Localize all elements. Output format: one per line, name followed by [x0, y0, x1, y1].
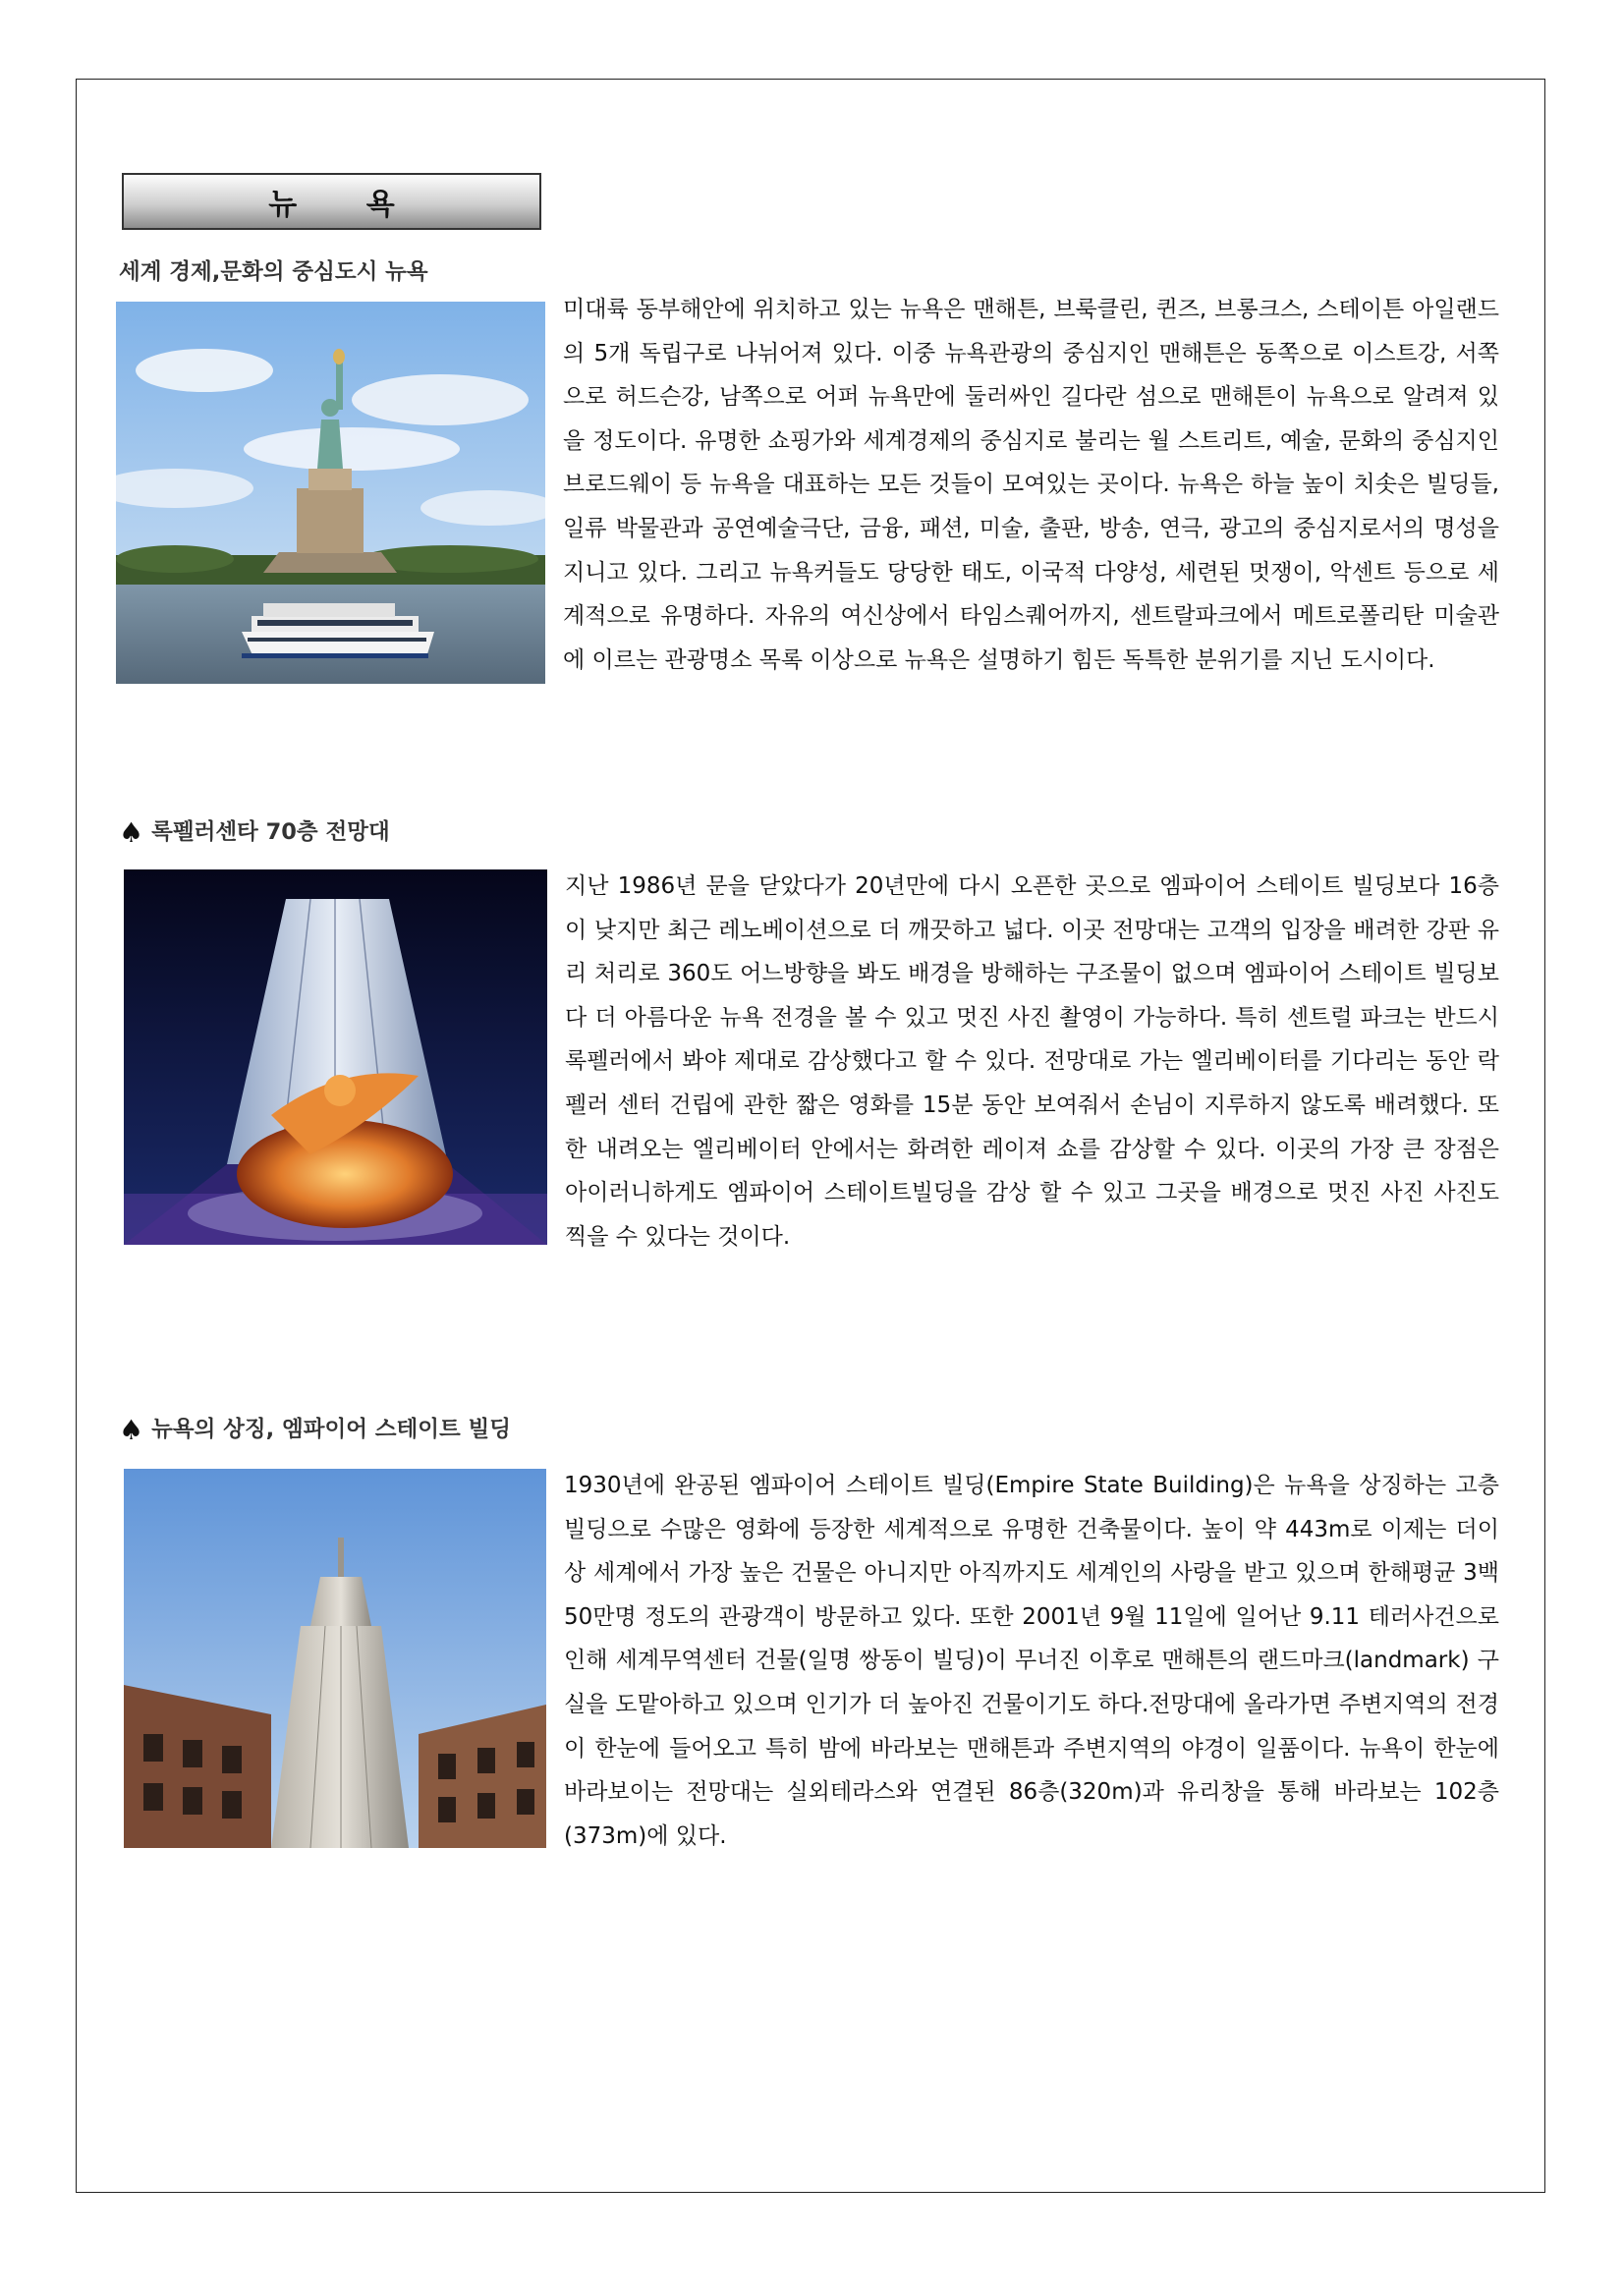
section1-heading: 세계 경제,문화의 중심도시 뉴욕: [119, 259, 428, 285]
empire-state-building-image: [124, 1469, 546, 1848]
section3-text: 1930년에 완공된 엠파이어 스테이트 빌딩(Empire State Building)은 뉴욕을 상징하는 고층빌딩으로 수많은 영화에 등장한 세계적으로 유명한 건축물이다. 높이 약 443m로 이제는 더이상 세계에서 가장 높은 건물은 아니지만 아직까지도 세계인의 사랑을 받고 있으며 한해평균 3백 50만명 정도의 관광객이 방문하고 있다. 또한 2001년 9월 11일에 일어난 9.11 테러사건으로 인해 세계무역센터 건물(일명 쌍동이 빌딩)이 무너진 이후로 맨해튼의 랜드마크(landmark) 구실을 도맡아하고 있으며 인기가 더 높아진 건물이기도 하다.전망대에 올라가면 주변지역의 전경이 한눈에 들어오고 특히 밤에 바라보는 맨해튼과 주변지역의 야경이 일품이다. 뉴욕이 한눈에 바라보이는 전망대는 실외테라스와 연결된 86층(320m)과 유리창을 통해 바라보는 102층(373m)에 있다.: [564, 1473, 1499, 1849]
section2-heading: [119, 814, 390, 849]
section1-text: 미대륙 동부해안에 위치하고 있는 뉴욕은 맨해튼, 브룩클린, 퀸즈, 브롱크스, 스테이튼 아일랜드의 5개 독립구로 나뉘어져 있다. 이중 뉴욕관광의 중심지인 맨해튼은 동쪽으로 이스트강, 서쪽으로 허드슨강, 남쪽으로 어퍼 뉴욕만에 둘러싸인 길다란 섬으로 맨해튼이 뉴욕으로 알려져 있을 정도이다. 유명한 쇼핑가와 세계경제의 중심지로 불리는 월 스트리트, 예술, 문화의 중심지인 브로드웨이 등 뉴욕을 대표하는 모든 것들이 모여있는 곳이다. 뉴욕은 하늘 높이 치솟은 빌딩들, 일류 박물관과 공연예술극단, 금융, 패션, 미술, 출판, 방송, 연극, 광고의 중심지로서의 명성을 지니고 있다. 그리고 뉴욕커들도 당당한 태도, 이국적 다양성, 세련된 멋쟁이, 악센트 등으로 세계적으로 유명하다. 자유의 여신상에서 타임스퀘어까지, 센트랄파크에서 메트로폴리탄 미술관에 이르는 관광명소 목록 이상으로 뉴욕은 설명하기 힘든 독특한 분위기를 지닌 도시이다.: [563, 297, 1499, 673]
spade-icon: ♠: [119, 1414, 144, 1446]
section2-text: 지난 1986년 문을 닫았다가 20년만에 다시 오픈한 곳으로 엠파이어 스테이트 빌딩보다 16층이 낮지만 최근 레노베이션으로 더 깨끗하고 넓다. 이곳 전망대는 고객의 입장을 배려한 강판 유리 처리로 360도 어느방향을 봐도 배경을 방해하는 구조물이 없으며 엠파이어 스테이트 빌딩보다 더 아름다운 뉴욕 전경을 볼 수 있고 멋진 사진 촬영이 가능하다. 특히 센트럴 파크는 반드시 록펠러에서 봐야 제대로 감상했다고 할 수 있다. 전망대로 가는 엘리베이터를 기다리는 동안 락펠러 센터 건립에 관한 짧은 영화를 15분 동안 보여줘서 손님이 지루하지 않도록 배려했다. 또한 내려오는 엘리베이터 안에서는 화려한 레이져 쇼를 감상할 수 있다. 이곳의 가장 큰 장점은 아이러니하게도 엠파이어 스테이트빌딩을 감상 할 수 있고 그곳을 배경으로 멋진 사진 사진도 찍을 수 있다는 것이다.: [565, 873, 1499, 1250]
page-title: 뉴 욕: [122, 173, 541, 230]
statue-of-liberty-image: [116, 302, 545, 684]
section1-body: [136, 288, 1499, 684]
section2-heading-text: 록펠러센타 70층 전망대: [151, 819, 390, 845]
spade-icon: ♠: [119, 816, 144, 849]
section3-heading-text: 뉴욕의 상징, 엠파이어 스테이트 빌딩: [151, 1417, 512, 1442]
section3-body: [136, 1464, 1499, 1858]
rockefeller-center-image: [124, 869, 547, 1245]
section3-heading: [119, 1412, 511, 1446]
section2-body: [136, 865, 1499, 1259]
